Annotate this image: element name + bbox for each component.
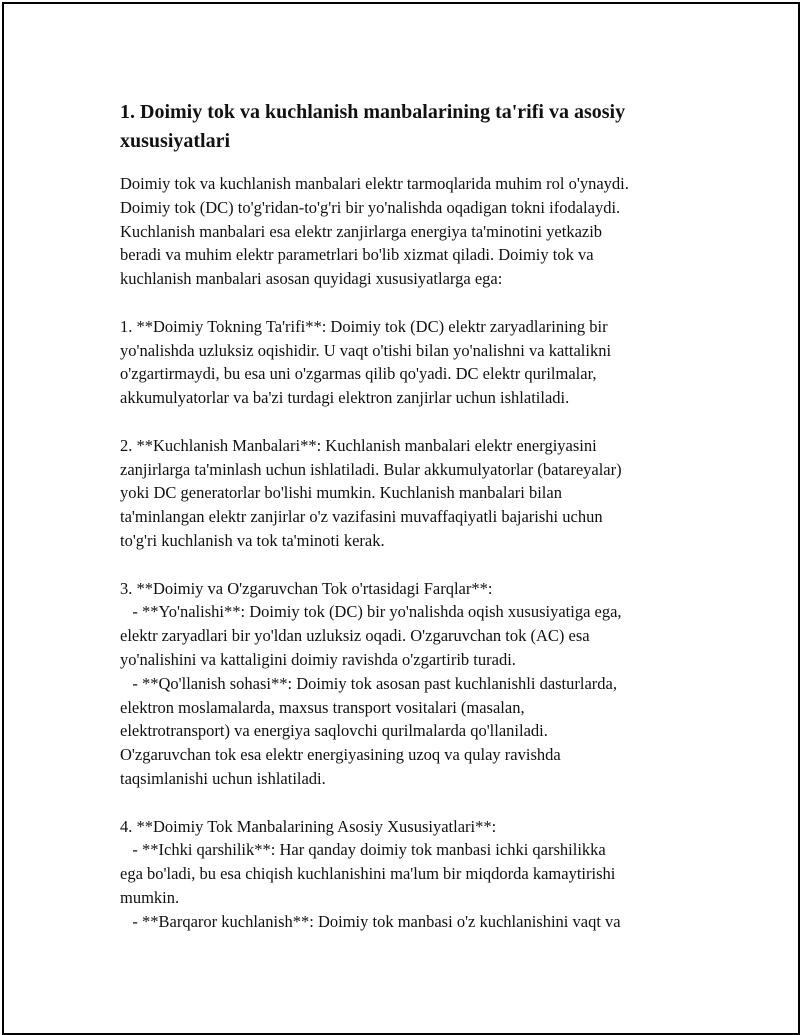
document-body: Doimiy tok va kuchlanish manbalari elektr tarmoqlarida muhim rol o'ynaydi. Doimiy tok (DC) to'g'ridan-to'g'ri bir yo'nalishda oqadigan tokni ifodalaydi. Kuchlanish manbalari esa elektr zanjirlarga energiya ta'minotini yetkazib beradi va muhim elektr parametrlari bo'lib xizmat qiladi. Doimiy tok va kuchlanish manbalari asosan quyidagi xususiyatlarga ega: 1. **Doimiy Tokning Ta'rifi**: Doimiy tok (DC) elektr zaryadlarining bir yo'nalishda uzluksiz oqishidir. U vaqt o'tishi bilan yo'nalishni va kattalikni o'zgartirmaydi, bu esa uni o'zgarmas qilib qo'yadi. DC elektr qurilmalar, akkumulyatorlar va ba'zi turdagi elektron zanjirlar uchun ishlatiladi. 2. **Kuchlanish Manbalari**: Kuchlanish manbalari elektr energiyasini zanjirlarga ta'minlash uchun ishlatiladi. Bular akkumulyatorlar (batareyalar) yoki DC generatorlar bo'lishi mumkin. Kuchlanish manbalari bilan ta'minlangan elektr zanjirlar o'z vazifasini muvaffaqiyatli bajarishi uchun to'g'ri kuchlanish va tok ta'minoti kerak. 3. **Doimiy va O'zgaruvchan Tok o'rtasidagi Farqlar**: - **Yo'nalishi**: Doimiy tok (DC) bir yo'nalishda oqish xususiyatiga ega, elektr zaryadlari bir yo'ldan uzluksiz oqadi. O'zgaruvchan tok (AC) esa yo'nalishini va kattaligini doimiy ravishda o'zgartirib turadi. - **Qo'llanish sohasi**: Doimiy tok asosan past kuchlanishli dasturlarda, elektron moslamalarda, maxsus transport vositalari (masalan, elektrotransport) va energiya saqlovchi qurilmalarda qo'llaniladi. O'zgaruvchan tok esa elektr energiyasining uzoq va qulay ravishda taqsimlanishi uchun ishlatiladi. 4. **Doimiy Tok Manbalarining Asosiy Xususiyatlari**: - **Ichki qarshilik**: Har qanday doimiy tok manbasi ichki qarshilikka ega bo'ladi, bu esa chiqish kuchlanishini ma'lum bir miqdorda kamaytirishi mumkin. - **Barqaror kuchlanish**: Doimiy tok manbasi o'z kuchlanishini vaqt va — [120, 174, 629, 931]
document-title: 1. Doimiy tok va kuchlanish manbalarining ta'rifi va asosiy xususiyatlari — [120, 101, 626, 152]
document-page — [2, 2, 800, 1035]
document-content — [120, 98, 710, 934]
